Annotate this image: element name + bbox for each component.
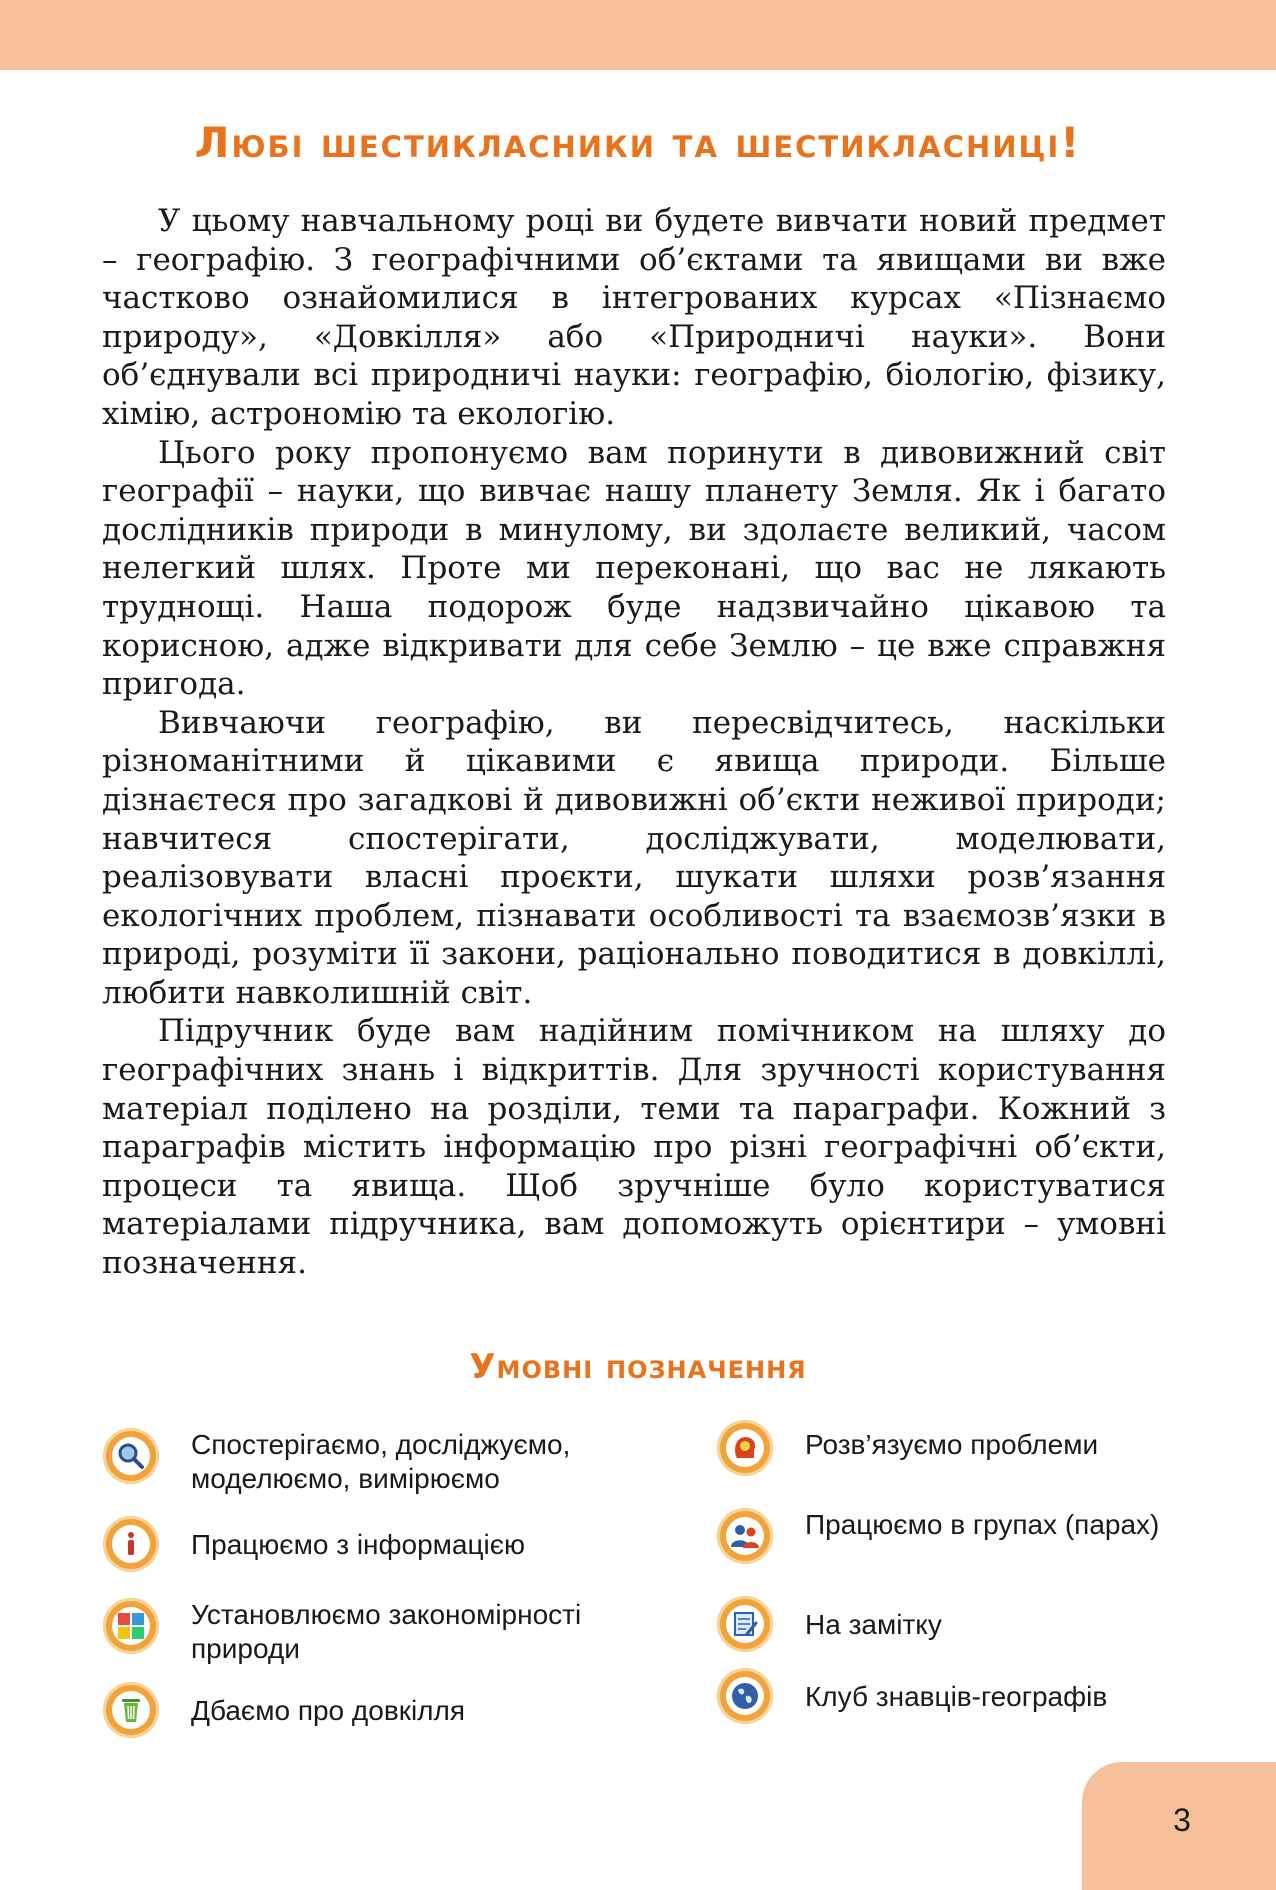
page-number: 3 — [1173, 1802, 1191, 1838]
legend-label: Клуб знавців-географів — [805, 1681, 1108, 1712]
top-color-band — [0, 0, 1276, 70]
magnifier-icon — [103, 1428, 159, 1484]
intro-text — [102, 202, 1166, 1283]
paragraph-2: Цього року пропонуємо вам поринути в дивовижний світ географії – науки, що вивчає нашу планету Земля. Як і багато дослідників природи в минулому, ви здолаєте великий, часом нелегкий шлях. Проте ми переконані, що вас не лякають труднощі. Наша подорож буде надзвичайно цікавою та корисною, адже відкривати для себе Землю – це вже справжня пригода. — [102, 434, 1166, 703]
notepad-icon — [717, 1596, 773, 1652]
page-number-tab — [1082, 1762, 1276, 1890]
legend-label: Спостерігаємо, досліджуємо, моделюємо, вимірюємо — [191, 1429, 571, 1494]
legend-label: На замітку — [805, 1609, 942, 1640]
legend-label: Розв’язуємо проблеми — [805, 1429, 1099, 1460]
paragraph-4: Підручник буде вам надійним помічником на шляху до географічних знань і відкриттів. Для зручності користування матеріал поділено на розділи, теми та параграфи. Кожний з параграфів містить інформацію про різні географічні об’єкти, процеси та явища. Щоб зручніше було користуватися матеріалами підручника, вам допоможуть орієнтири – умовні позначення. — [102, 1013, 1166, 1282]
legend-label: Дбаємо про довкілля — [191, 1695, 465, 1726]
paragraph-1: У цьому навчальному році ви будете вивчати новий предмет – географію. З географічними об’єктами та явищами ви вже частково ознайомилися в інтегрованих курсах «Пізнаємо природу», «Довкілля» або «Природничі науки». Вони об’єднували всі природничі науки: географію, біологію, фізику, хімію, астрономію та екологію. — [102, 203, 1166, 432]
paragraph-3: Вивчаючи географію, ви пересвідчитесь, наскільки різноманітними й цікавими є явища природи. Більше дізнаєтеся про загадкові й дивовижні об’єкти неживої природи; навчитеся спостерігати, досліджувати, моделювати, реалізовувати власні проєкти, шукати шляхи розв’язання екологічних проблем, пізнавати особливості та взаємозв’язки в природі, розуміти її закони, раціонально поводитися в довкіллі, любити навколишній світ. — [102, 704, 1166, 1011]
legend-title: Умовні позначення — [469, 1347, 807, 1387]
globe-icon — [717, 1668, 773, 1724]
info-icon — [103, 1516, 159, 1572]
page-heading: Любі шестикласники та шестикласниці! — [194, 118, 1082, 167]
legend-label: Працюємо з інформацією — [191, 1529, 526, 1560]
puzzle-icon — [103, 1598, 159, 1654]
recycle-bin-icon — [103, 1682, 159, 1738]
legend-label: Установлюємо закономірності природи — [191, 1599, 582, 1664]
legend-label: Працюємо в групах (парах) — [805, 1509, 1160, 1540]
lightbulb-head-icon — [717, 1420, 773, 1476]
group-icon — [717, 1508, 773, 1564]
